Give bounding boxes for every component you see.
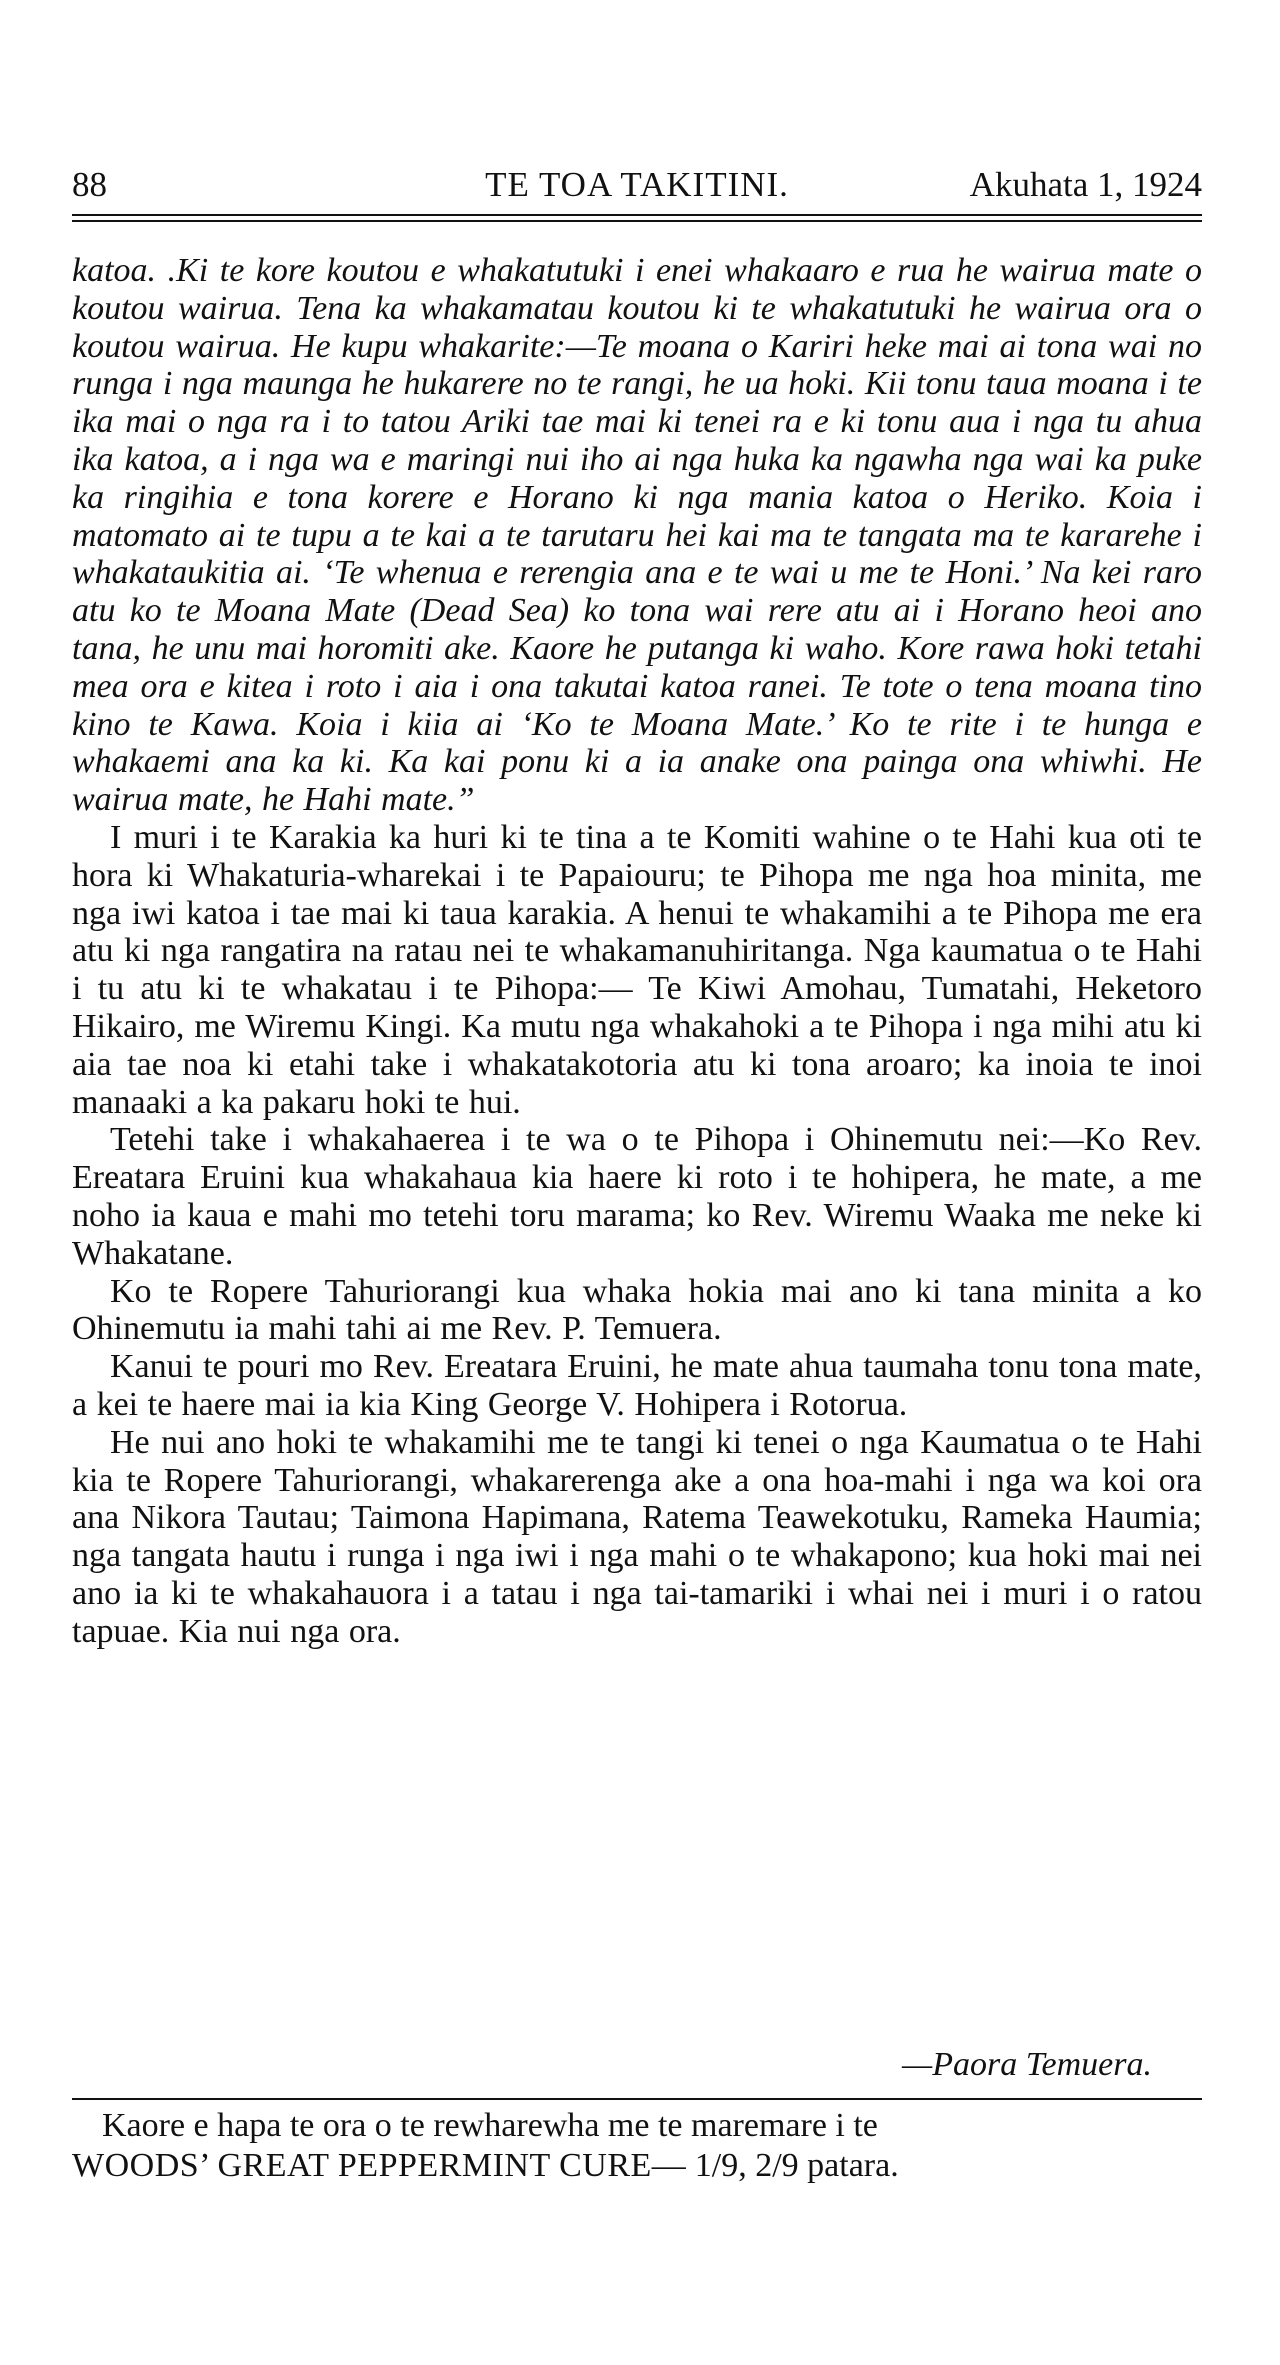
page-number: 88 bbox=[72, 165, 107, 204]
paragraph-ropere: Ko te Ropere Tahuriorangi kua whaka hokia mai ano ki tana minita a ko Ohinemutu ia mahi tahi ai me Rev. P. Temuera. bbox=[72, 1272, 1202, 1348]
advert-line-2 bbox=[72, 2146, 1202, 2186]
paragraph-eruini: Kanui te pouri mo Rev. Ereatara Eruini, he mate ahua taumaha tonu tona mate, a kei te haere mai ia kia King George V. Hohipera i Rotorua. bbox=[72, 1348, 1202, 1423]
page-header bbox=[72, 160, 1202, 210]
header-rule-top bbox=[72, 214, 1202, 216]
issue-date: Akuhata 1, 1924 bbox=[969, 165, 1202, 204]
advert-divider bbox=[72, 2098, 1202, 2100]
paragraph-ohinemutu: Tetehi take i whakahaerea i te wa o te Pihopa i Ohinemutu nei:—Ko Rev. Ereatara Eruini kua whakahaua kia haere ki roto i te hohipera, he mate, a me noho ia kaua e mahi mo tetehi toru marama; ko Rev. Wiremu Waaka me neke ki Whakatane. bbox=[72, 1121, 1202, 1272]
advert-brand: WOODS’ GREAT PEPPERMINT CURE— bbox=[72, 2147, 687, 2184]
article-body bbox=[72, 252, 1202, 1650]
italic-quote-passage: katoa. .Ki te kore koutou e whakatutuki i enei whakaaro e rua he wairua mate o koutou wairua. Tena ka whakamatau koutou ki te whakatutuki he wairua ora o koutou wairua. He kupu whakarite:—Te moana o Kariri heke mai ai tona wai no runga i nga maunga he hukarere no te rangi, he ua hoki. Kii tonu taua moana i te ika mai o nga ra i to tatou Ariki tae mai ki tenei ra e ki tonu aua i nga tu ahua ika katoa, a i nga wa e maringi nui iho ai nga huka ka ngawha nga wai ka puke ka ringihia e tona korere e Horano ki nga mania katoa o Heriko. Koia i matomato ai te tupu a te kai a te tarutaru hei kai ma te tangata ma te kararehe i whakataukitia ai. ‘Te whenua e rerengia ana e te wai u me te Honi.’ Na kei raro atu ko te Moana Mate (Dead Sea) ko tona wai rere atu ai i Horano heoi ano tana, he unu mai horomiti ake. Kaore he putanga ki waho. Kore rawa hoki tetahi mea ora e kitea i roto i aia i ona takutai katoa ranei. Te tote o tena moana tino kino te Kawa. Koia i kiia ai ‘Ko te Moana Mate.’ Ko te rite i te hunga e whakaemi ana ka ki. Ka kai ponu ki a ia anake ona painga ona whiwhi. He wairua mate, he Hahi mate.” bbox=[72, 252, 1202, 819]
paragraph-kaumatua: He nui ano hoki te whakamihi me te tangi ki tenei o nga Kaumatua o te Hahi kia te Ropere Tahuriorangi, whakarerenga ake a ona hoa-mahi i nga wa koi ora ana Nikora Tautau; Taimona Hapimana, Ratema Teawekotuku, Rameka Haumia; nga tangata hautu i runga i nga iwi i nga mahi o te whakapono; kua hoki mai nei ano ia ki te whakahauora i a tatau i nga tai-tamariki i whai nei i muri i o ratou tapuae. Kia nui nga ora. bbox=[72, 1423, 1202, 1650]
header-rule-bottom bbox=[72, 220, 1202, 222]
publication-title: TE TOA TAKITINI. bbox=[485, 165, 789, 204]
author-signature: —Paora Temuera. bbox=[902, 2046, 1152, 2083]
advert-price: 1/9, 2/9 patara. bbox=[694, 2147, 899, 2184]
advert-line-1: Kaore e hapa te ora o te rewharewha me te maremare i te bbox=[102, 2107, 878, 2144]
advertisement bbox=[72, 2106, 1202, 2186]
paragraph-karakia: I muri i te Karakia ka huri ki te tina a te Komiti wahine o te Hahi kua oti te hora ki Whakaturia-wharekai i te Papaiouru; te Pihopa me nga hoa minita, me nga iwi katoa i tae mai ki taua karakia. A henui te whakamihi a te Pihopa me era atu ki nga rangatira na ratau nei te whakamanuhiritanga. Nga kaumatua o te Hahi i tu atu ki te whakatau i te Pihopa:— Te Kiwi Amohau, Tumatahi, Heketoro Hikairo, me Wiremu Kingi. Ka mutu nga whakahoki a te Pihopa i nga mihi atu ki aia tae noa ki etahi take i whakatakotoria atu ki tona aroaro; ka inoia te inoi manaaki a ka pakaru hoki te hui. bbox=[72, 818, 1202, 1121]
